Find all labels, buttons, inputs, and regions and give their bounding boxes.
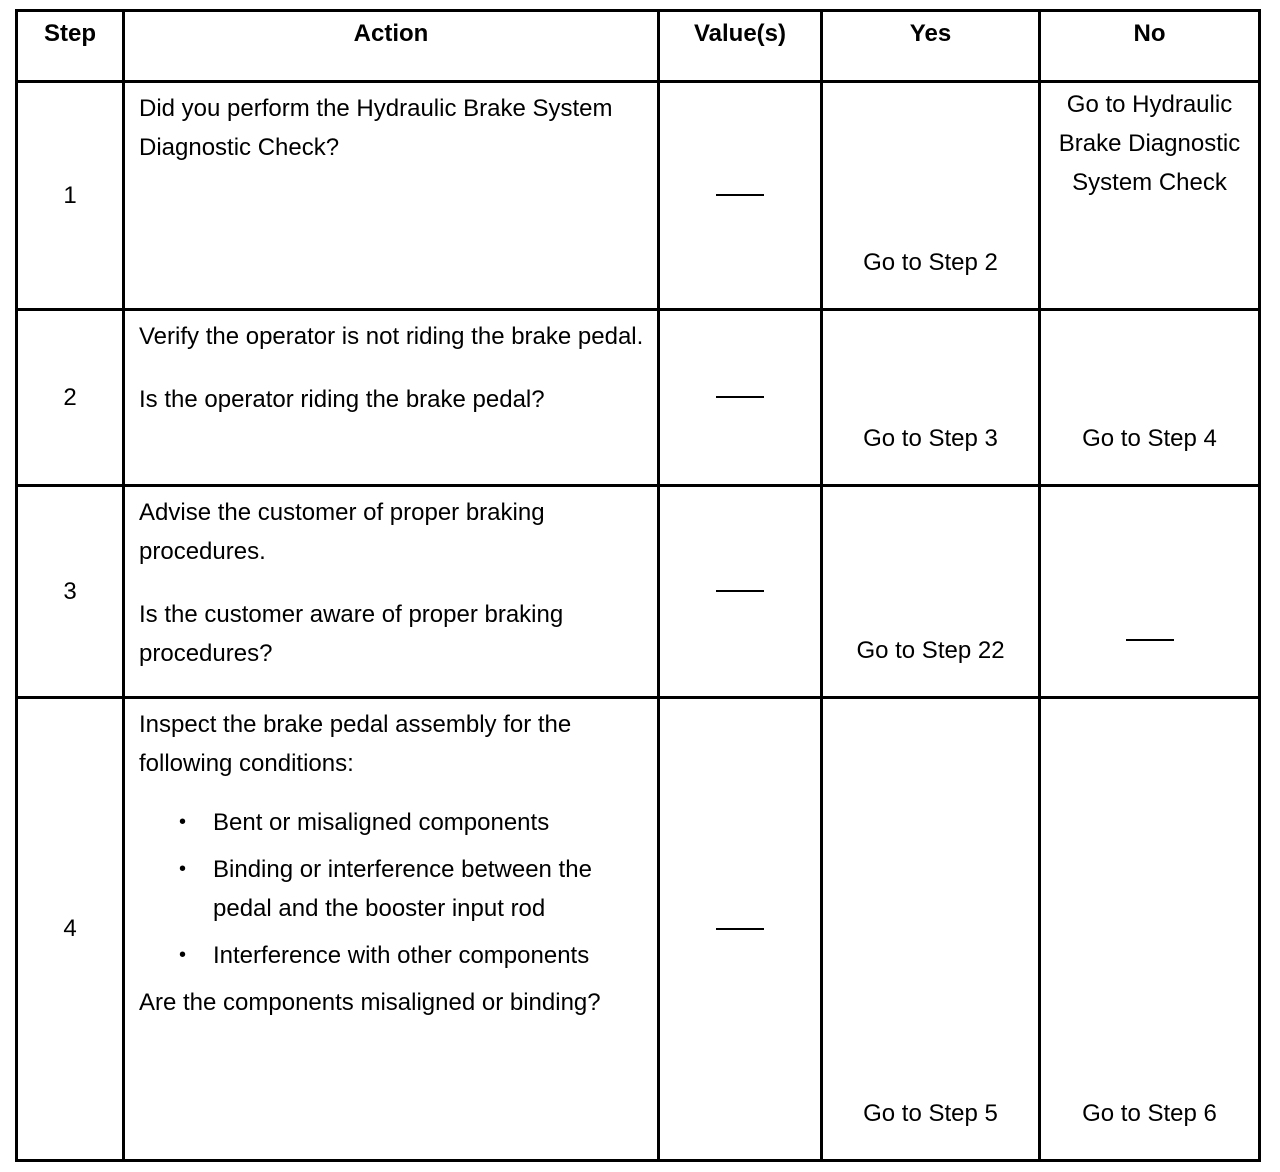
- value-cell: [659, 82, 822, 310]
- step-number: 4: [17, 698, 124, 1161]
- header-yes: Yes: [822, 11, 1040, 82]
- condition-list: [139, 803, 647, 975]
- action-question: Is the customer aware of proper braking procedures?: [139, 601, 564, 667]
- step-number: 3: [17, 486, 124, 698]
- action-question: Is the operator riding the brake pedal?: [139, 386, 545, 413]
- action-cell: [124, 698, 659, 1161]
- table-row: [17, 310, 1260, 486]
- list-item-text: Interference with other components: [213, 942, 590, 969]
- header-values: Value(s): [659, 11, 822, 82]
- header-action: Action: [124, 11, 659, 82]
- list-item: [179, 936, 647, 975]
- action-cell: [124, 486, 659, 698]
- empty-value-dash: [716, 194, 764, 196]
- bullet-icon: •: [179, 944, 187, 966]
- yes-cell: Go to Step 2: [822, 82, 1040, 310]
- value-cell: [659, 698, 822, 1161]
- action-question: Are the components misaligned or binding?: [139, 989, 601, 1016]
- list-item-text: Binding or interference between the pedal and the booster input rod: [213, 856, 592, 922]
- no-cell: [1040, 486, 1260, 698]
- yes-cell: Go to Step 3: [822, 310, 1040, 486]
- table-row: [17, 82, 1260, 310]
- empty-value-dash: [716, 590, 764, 592]
- action-text: Advise the customer of proper braking procedures.: [139, 499, 545, 565]
- step-number: 2: [17, 310, 124, 486]
- no-text: Go to Hydraulic Brake Diagnostic System Check: [1058, 91, 1241, 196]
- step-number: 1: [17, 82, 124, 310]
- value-cell: [659, 486, 822, 698]
- action-text: Did you perform the Hydraulic Brake System Diagnostic Check?: [139, 95, 613, 161]
- table-row: [17, 698, 1260, 1161]
- diagnostic-table: [15, 9, 1261, 1162]
- action-cell: [124, 82, 659, 310]
- list-item: [179, 803, 647, 842]
- no-cell: Go to Step 6: [1040, 698, 1260, 1161]
- table-row: [17, 486, 1260, 698]
- no-cell: Go to Step 4: [1040, 310, 1260, 486]
- yes-cell: Go to Step 22: [822, 486, 1040, 698]
- header-row: [17, 11, 1260, 82]
- no-cell: [1040, 82, 1260, 310]
- action-text: Verify the operator is not riding the brake pedal.: [139, 323, 644, 350]
- empty-value-dash: [716, 396, 764, 398]
- value-cell: [659, 310, 822, 486]
- list-item: [179, 850, 647, 928]
- empty-value-dash: [716, 928, 764, 930]
- action-cell: [124, 310, 659, 486]
- header-no: No: [1040, 11, 1260, 82]
- list-item-text: Bent or misaligned components: [213, 809, 550, 836]
- bullet-icon: •: [179, 811, 187, 833]
- yes-cell: Go to Step 5: [822, 698, 1040, 1161]
- header-step: Step: [17, 11, 124, 82]
- empty-value-dash: [1126, 639, 1174, 641]
- bullet-icon: •: [179, 858, 187, 880]
- action-intro: Inspect the brake pedal assembly for the following conditions:: [139, 711, 572, 777]
